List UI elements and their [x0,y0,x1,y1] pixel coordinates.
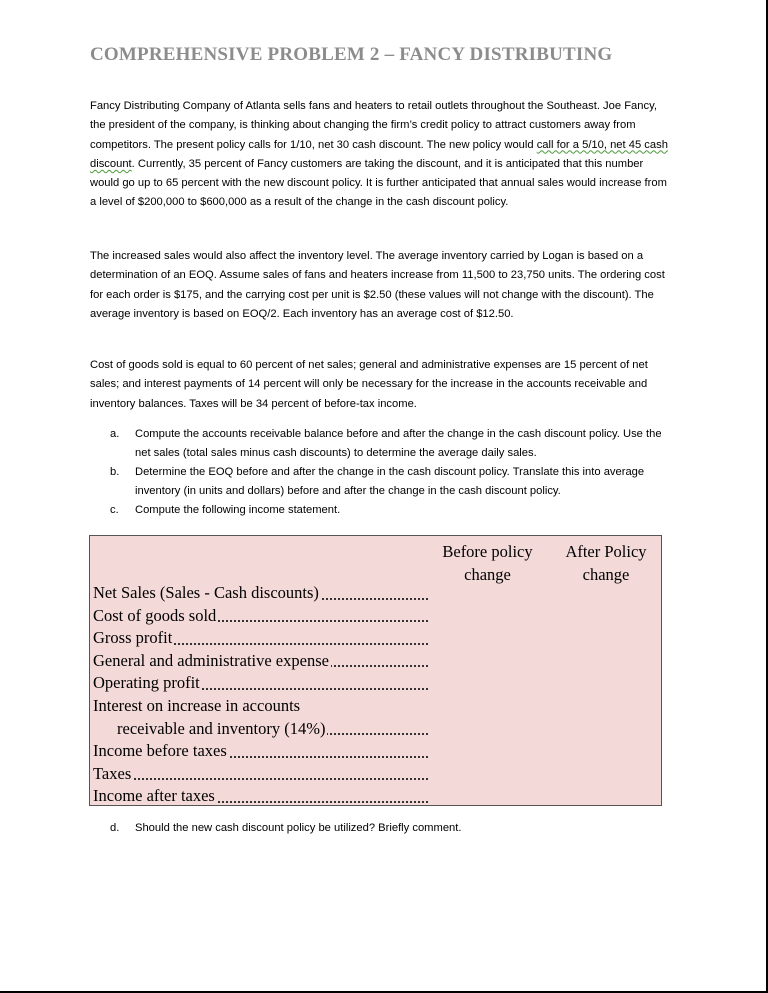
row-taxes [93,763,428,786]
intro-text-b: . Currently, 35 percent of Fancy customers are taking the discount, and it is anticipated that this number would go up to 65 percent with the new discount policy. It is further anticipated that annual sales would increase from a level of $200,000 to $600,000 as a result of the change in the cash discount policy. [90,157,667,209]
column-header-before: Before policy change [442,542,533,584]
row-cogs [93,605,428,628]
question-letter: a. [110,428,120,440]
row-label: Cost of goods sold [93,605,217,625]
row-net-sales [93,582,428,605]
question-text: Should the new cash discount policy be utilized? Briefly comment. [135,822,462,834]
question-letter: c. [110,504,119,516]
row-label: Net Sales (Sales - Cash discounts) [93,583,319,602]
page-title: COMPREHENSIVE PROBLEM 2 – FANCY DISTRIBUTING [90,44,613,65]
question-b [110,463,680,501]
intro-paragraph [90,97,674,213]
row-label: Gross profit [93,628,173,648]
row-label: Interest on increase in accounts [93,695,301,715]
inventory-paragraph: The increased sales would also affect the inventory level. The average inventory carried by Logan is based on a determination of an EOQ. Assume sales of fans and heaters increase from 11,500 to 23,750 units. The ordering cost for each order is $175, and the carrying cost per unit is $2.50 (these values will not change with the discount). The average inventory is based on EOQ/2. Each inventory has an average cost of $12.50. [90,250,665,320]
row-label: receivable and inventory (14%) [93,719,327,738]
question-text: Compute the following income statement. [135,504,341,516]
row-income-before-taxes [93,740,428,763]
intro-text-flagged: call for a 5/10, net 45 cash discount [90,138,668,170]
question-c [110,501,680,520]
question-text: Determine the EOQ before and after the change in the cash discount policy. Translate this into average inventory (in units and dollars) before and after the change in the cash discount policy. [135,466,645,497]
column-header-after: After Policy change [565,542,647,584]
row-label: Operating profit [93,673,200,693]
row-ga-expense [93,650,428,673]
row-interest-cont [93,718,428,741]
question-letter: b. [110,466,120,478]
income-statement-table [89,535,662,806]
row-income-after-taxes [93,785,428,808]
costs-paragraph: Cost of goods sold is equal to 60 percent of net sales; general and administrative expenses are 15 percent of net sales; and interest payments of 14 percent will only be necessary for the increase in the accounts receivable and inventory balances. Taxes will be 34 percent of before-tax income. [90,359,648,410]
question-letter: d. [110,822,120,834]
row-label: General and administrative expense [93,650,329,670]
question-d [110,819,680,838]
income-statement-rows [93,582,428,808]
question-d-item [110,819,680,838]
question-list [110,425,680,520]
row-interest [93,695,428,718]
row-label: Taxes [93,763,132,783]
row-label: Income before taxes [93,741,227,761]
row-gross-profit [93,627,428,650]
question-a [110,425,680,463]
row-operating-profit [93,672,428,695]
question-text: Compute the accounts receivable balance before and after the change in the cash discount policy. Use the net sales (total sales minus cash discounts) to determine the average daily sales. [135,428,662,459]
intro-text-a: Fancy Distributing Company of Atlanta sells fans and heaters to retail outlets throughout the Southeast. Joe Fancy, the president of the company, is thinking about changing the firm’s credit policy to attract customers away from competitors. The present policy calls for 1/10, net 30 cash discount. The new policy would [90,100,657,151]
row-label: Income after taxes [93,786,215,806]
